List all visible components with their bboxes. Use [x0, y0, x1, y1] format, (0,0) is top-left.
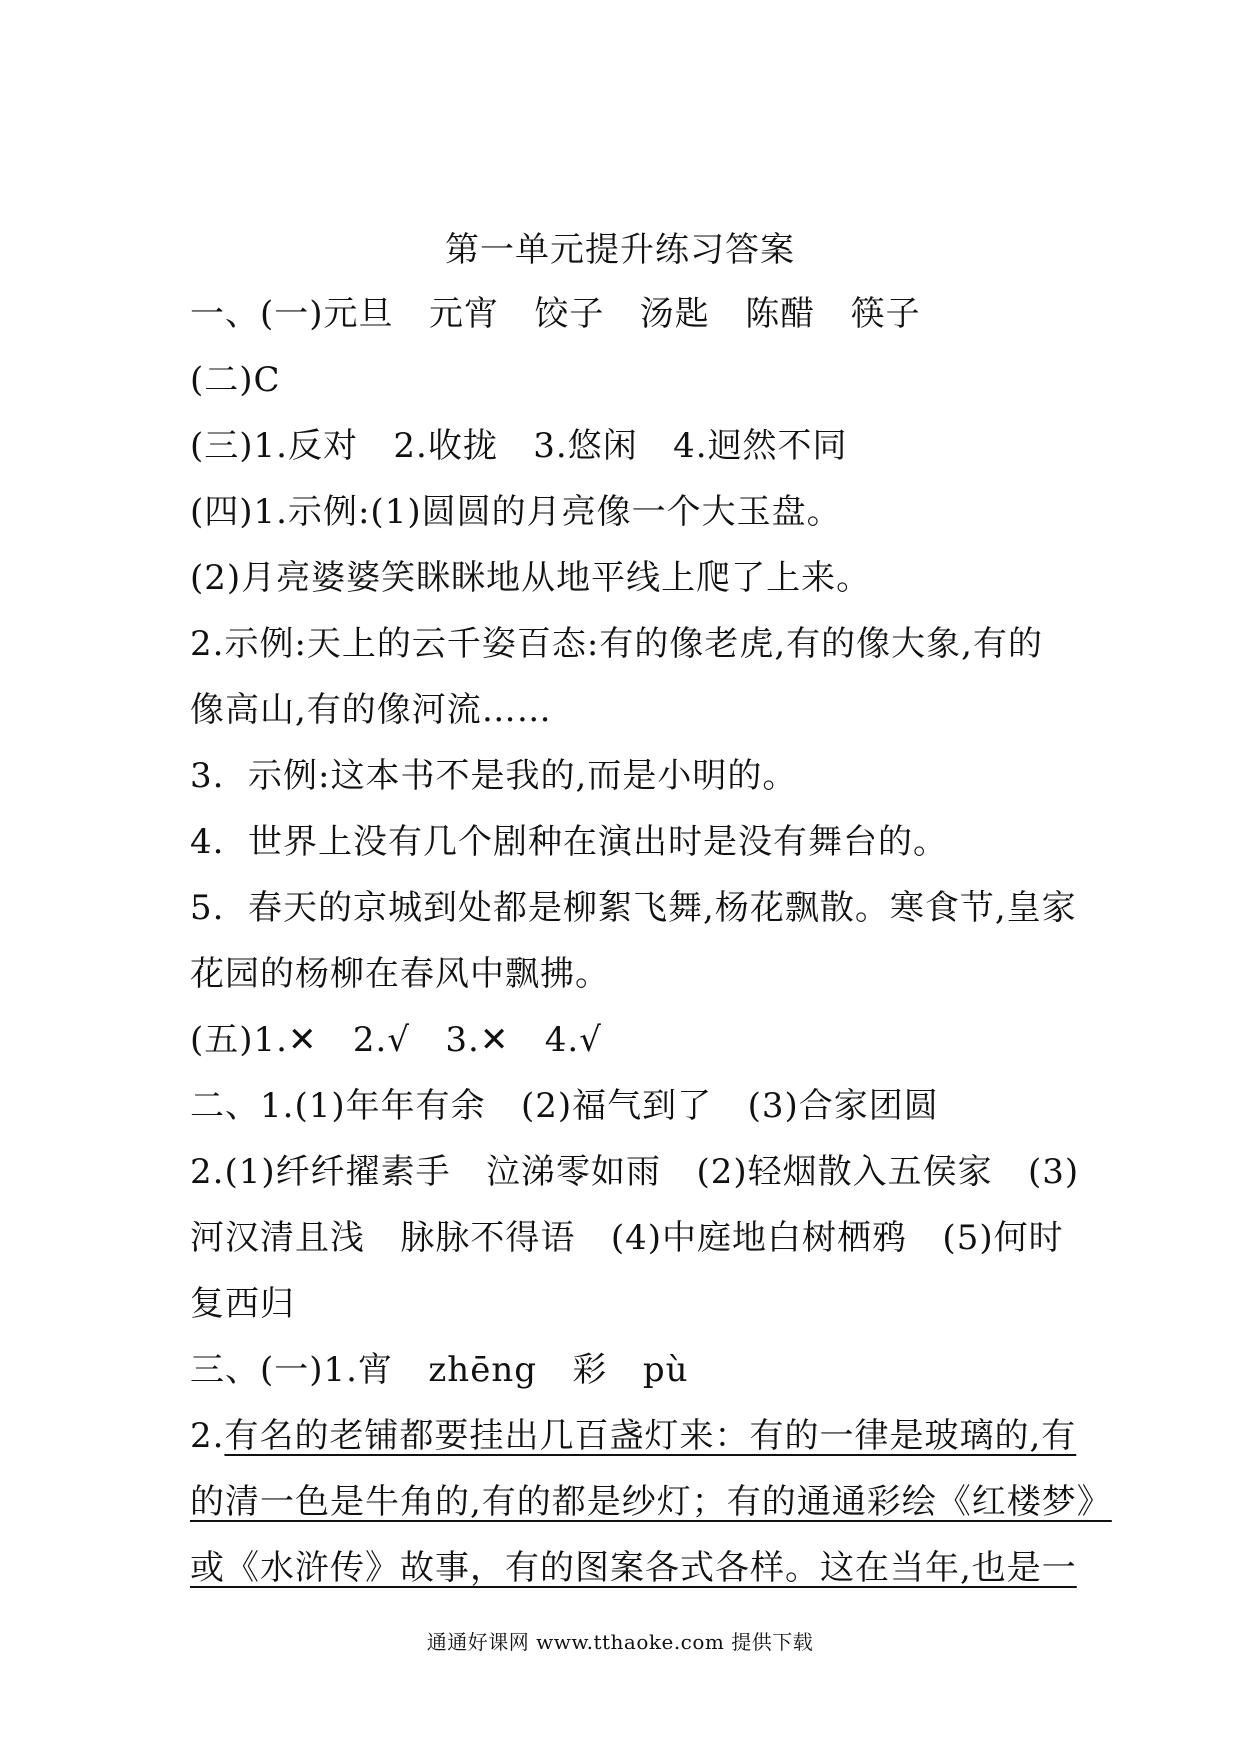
answer-line-5: (2)月亮婆婆笑眯眯地从地平线上爬了上来。 — [190, 558, 872, 598]
page-title: 第一单元提升练习答案 — [445, 230, 795, 270]
answer-line-10: 5. 春天的京城到处都是柳絮飞舞,杨花飘散。寒食节,皇家 — [190, 888, 1077, 928]
answer-line-1: 一、(一)元旦 元宵 饺子 汤匙 陈醋 筷子 — [190, 294, 921, 334]
answer-line-3: (三)1.反对 2.收拢 3.悠闲 4.迥然不同 — [190, 426, 848, 466]
answer-line-12: (五)1.✕ 2.√ 3.✕ 4.√ — [190, 1020, 602, 1060]
answer-line-17: 三、(一)1.宵 zhēng 彩 pù — [190, 1350, 689, 1390]
underlined-passage-line-1 — [190, 1412, 1076, 1460]
answer-line-13: 二、1.(1)年年有余 (2)福气到了 (3)合家团圆 — [190, 1086, 939, 1126]
underlined-passage-line-3: 或《水浒传》故事，有的图案各式各样。这在当年,也是一 — [190, 1548, 1077, 1588]
answer-line-2: (二)C — [190, 360, 281, 400]
answer-line-7: 像高山,有的像河流…… — [190, 690, 552, 730]
answer-line-11: 花园的杨柳在春风中飘拂。 — [190, 954, 610, 994]
answer-line-16: 复西归 — [190, 1284, 295, 1324]
underlined-text: 有名的老铺都要挂出几百盏灯来：有的一律是玻璃的,有 — [224, 1416, 1077, 1456]
answer-line-15: 河汉清且浅 脉脉不得语 (4)中庭地白树栖鸦 (5)何时 — [190, 1218, 1064, 1258]
answer-line-6: 2.示例:天上的云千姿百态:有的像老虎,有的像大象,有的 — [190, 624, 1043, 664]
answer-line-14: 2.(1)纤纤擢素手 泣涕零如雨 (2)轻烟散入五侯家 (3) — [190, 1152, 1080, 1192]
underlined-passage-line-2: 的清一色是牛角的,有的都是纱灯；有的通通彩绘《红楼梦》 — [190, 1482, 1112, 1522]
answer-line-9: 4. 世界上没有几个剧种在演出时是没有舞台的。 — [190, 822, 949, 862]
answer-line-4: (四)1.示例:(1)圆圆的月亮像一个大玉盘。 — [190, 492, 842, 532]
item-number: 2. — [190, 1416, 225, 1456]
footer-credit: 通通好课网 www.tthaoke.com 提供下载 — [426, 1630, 814, 1654]
answer-line-8: 3. 示例:这本书不是我的,而是小明的。 — [190, 756, 798, 796]
